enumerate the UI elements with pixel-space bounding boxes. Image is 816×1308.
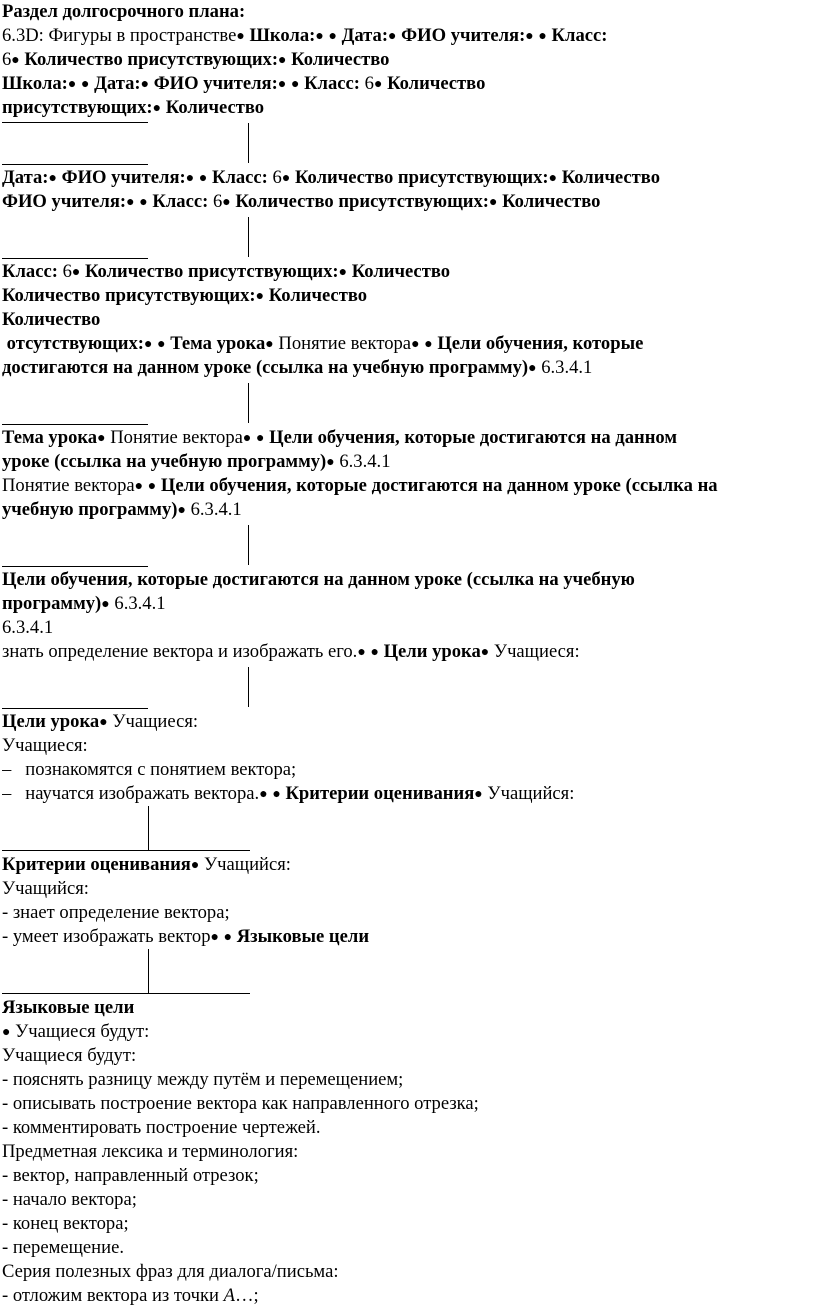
divider-line [148,806,149,850]
bullet-icon: ● [315,29,324,44]
bullet-icon: ● [185,171,195,186]
bullet-icon: ● [101,597,110,612]
divider-line [248,217,249,257]
label-class: Класс: [2,261,58,282]
label-topic: Тема урока [2,427,98,448]
phrase-prefix: - отложим вектора из точки [2,1285,224,1306]
label-section: Раздел долгосрочного плана: [2,1,246,22]
line-goals [2,450,814,474]
label-quantity: Количество [351,261,451,282]
bullet-icon: ● [99,715,108,730]
label-class: Класс: [211,167,268,188]
line-lesson-goals [2,710,814,734]
line-class-value [2,48,814,72]
label-goals-e: Цели обучения, которые [437,333,644,354]
line-goals [2,356,814,380]
list-item [2,1116,814,1140]
bullet-icon: ● [71,265,81,280]
list-item [2,1092,814,1116]
bullet-icon: ● [388,29,397,44]
label-present-a: Количество [387,73,486,94]
line-language-goals [2,996,814,1020]
line-goals [2,592,814,616]
label-topic: Тема урока [170,333,266,354]
label-goals-b: учебную программу) [2,499,178,520]
label-criteria: Критерии оценивания [285,783,475,804]
line-present [2,96,814,120]
students-will: Учащиеся будут: [2,1045,137,1066]
line-section-value [2,24,814,48]
value-class: 6 [272,167,282,188]
label-teacher: ФИО учителя: [153,73,278,94]
value-class: 6 [2,49,12,70]
label-quantity: Количество [2,309,101,330]
label-school: Школа: [2,73,68,94]
bullet-icon: ● [277,77,287,92]
bullet-icon: ● [134,479,144,494]
bullet-icon: ● [528,361,537,376]
table-divider [2,664,814,710]
bullet-icon: ● [373,77,383,92]
bullet-icon: ● [548,171,558,186]
bullet-icon: ● [67,77,77,92]
label-present-b: присутствующих: [2,97,153,118]
line-students-will [2,1020,814,1044]
label-lesson-goals: Цели урока [2,711,100,732]
label-language-goals: Языковые цели [236,926,370,947]
language-item: - комментировать построение чертежей. [2,1117,321,1138]
label-present: Количество присутствующих: [2,285,256,306]
label-goals-l1: Цели обучения, которые достигаются на данном [269,427,678,448]
list-item [2,782,814,806]
bullet-icon: ● [259,787,268,802]
line-student [2,877,814,901]
divider-line [2,566,148,567]
label-present: Количество присутствующих: [294,167,549,188]
line-criteria [2,853,814,877]
line-teacher [2,190,814,214]
bullet-icon: ● [11,53,20,68]
table-divider [2,380,814,426]
bullet-icon: ● [48,171,57,186]
bullet-icon: ● [265,337,274,352]
label-criteria: Критерии оценивания [2,854,191,875]
label-present: Количество присутствующих: [24,49,279,70]
divider-line [248,123,249,163]
label-quantity: Количество [165,97,265,118]
divider-line [2,850,250,851]
line-topic [2,426,814,450]
label-lesson-goals: Цели урока [383,641,481,662]
value-class: 6 [212,191,223,212]
divider-line [248,667,249,707]
bullet-icon: ● [157,337,166,352]
list-item [2,1164,814,1188]
label-absent: отсутствующих: [6,333,144,354]
bullet-icon: ● [80,77,90,92]
label-date: Дата: [2,167,49,188]
bullet-icon: ● [2,1025,11,1040]
bullet-icon: ● [152,101,162,116]
line-school [2,72,814,96]
divider-line [2,122,148,123]
bullet-icon: ● [357,645,366,660]
language-item: - пояснять разницу между путём и перемещением; [2,1069,404,1090]
list-item [2,901,814,925]
list-item [2,925,814,949]
table-divider [2,806,814,853]
lesson-goal-item: – научатся изображать вектора. [2,783,260,804]
line-phrases-title [2,1260,814,1284]
label-date: Дата: [94,73,141,94]
bullet-icon: ● [140,77,150,92]
value-students: Учащиеся: [112,711,199,732]
label-date: Дата: [341,25,389,46]
label-teacher: ФИО учителя: [401,25,526,46]
vocab-item: - начало вектора; [2,1189,137,1210]
lesson-goal-item: – познакомятся с понятием вектора; [2,759,297,780]
bullet-icon: ● [525,29,534,44]
criteria-item: - умеет изображать вектор [2,926,211,947]
value-objective-code: 6.3.4.1 [114,593,166,614]
line-absent [2,332,814,356]
line-students [2,734,814,758]
bullet-icon: ● [338,265,348,280]
label-goals-c: Цели обучения, которые достигаются на данном уроке (ссылка на учебную [2,569,635,590]
bullet-icon: ● [272,787,281,802]
divider-line [2,708,148,709]
line-date [2,166,814,190]
bullet-icon: ● [143,337,153,352]
bullet-icon: ● [139,195,148,210]
vocab-title: Предметная лексика и терминология: [2,1141,299,1162]
bullet-icon: ● [242,431,252,446]
label-goals-f: достигаются на данном уроке (ссылка на учебную программу) [2,357,529,378]
value-students: Учащиеся: [493,641,580,662]
divider-line [2,258,148,259]
label-quantity: Количество [268,285,368,306]
divider-line [2,993,250,994]
bullet-icon: ● [126,195,135,210]
bullet-icon: ● [256,431,265,446]
bullet-icon: ● [97,431,106,446]
line-class [2,260,814,284]
table-divider [2,120,814,166]
bullet-icon: ● [538,29,547,44]
line-vocab-title [2,1140,814,1164]
value-objective-code: 6.3.4.1 [190,499,242,520]
value-objective-text: знать определение вектора и изображать его. [2,641,358,662]
bullet-icon: ● [328,29,337,44]
table-divider [2,522,814,568]
value-objective-code: 6.3.4.1 [339,451,391,472]
line-objective-text [2,640,814,664]
line-present [2,284,814,308]
label-quantity: Количество [561,167,661,188]
label-teacher: ФИО учителя: [61,167,186,188]
label-class: Класс: [152,191,209,212]
bullet-icon: ● [281,171,291,186]
label-language-goals: Языковые цели [2,997,135,1018]
table-divider [2,949,814,996]
divider-line [148,949,149,993]
value-section: 6.3D: Фигуры в пространстве [2,25,237,46]
vocab-item: - перемещение. [2,1237,124,1258]
vocab-item: - вектор, направленный отрезок; [2,1165,259,1186]
bullet-icon: ● [198,171,208,186]
label-present: Количество присутствующих: [85,261,339,282]
label-school: Школа: [249,25,316,46]
bullet-icon: ● [255,289,265,304]
divider-line [2,424,148,425]
bullet-icon: ● [147,479,157,494]
bullet-icon: ● [210,930,219,945]
bullet-icon: ● [370,645,379,660]
line-goals [2,568,814,592]
bullet-icon: ● [190,858,200,873]
value-topic: Понятие вектора [2,475,135,496]
label-goals-l2: уроке (ссылка на учебную программу) [2,451,327,472]
phrase-suffix: …; [234,1285,259,1306]
value-students: Учащиеся: [2,735,88,756]
value-objective-code: 6.3.4.1 [541,357,593,378]
bullet-icon: ● [278,53,287,68]
value-student: Учащийся: [487,783,575,804]
label-class: Класс: [551,25,608,46]
label-quantity: Количество [502,191,601,212]
label-class: Класс: [304,73,360,94]
value-class: 6 [364,73,374,94]
bullet-icon: ● [424,337,433,352]
divider-line [248,383,249,423]
list-item [2,1068,814,1092]
value-student: Учащийся: [2,878,89,899]
list-item [2,758,814,782]
bullet-icon: ● [290,77,300,92]
vocab-item: - конец вектора; [2,1213,129,1234]
bullet-icon: ● [488,195,498,210]
students-will: Учащиеся будут: [15,1021,150,1042]
list-item [2,1284,814,1308]
list-item [2,1236,814,1260]
bullet-icon: ● [222,195,231,210]
bullet-icon: ● [326,455,335,470]
phrases-title: Серия полезных фраз для диалога/письма: [2,1261,339,1282]
list-item [2,1212,814,1236]
bullet-icon: ● [474,787,483,802]
value-objective-code: 6.3.4.1 [2,617,54,638]
line-section-title [2,0,814,24]
bullet-icon: ● [236,29,245,44]
list-item [2,1188,814,1212]
line-goals [2,498,814,522]
label-goals-a: Цели обучения, которые достигаются на данном уроке (ссылка на [160,475,718,496]
lesson-plan-document [2,0,814,1308]
label-goals-d: программу) [2,593,102,614]
line-objective-code [2,616,814,640]
line-topic-value [2,474,814,498]
line-quantity [2,308,814,332]
criteria-item: - знает определение вектора; [2,902,230,923]
divider-line [2,164,148,165]
bullet-icon: ● [177,503,186,518]
value-class: 6 [62,261,72,282]
value-student: Учащийся: [203,854,291,875]
value-topic: Понятие вектора [110,427,243,448]
bullet-icon: ● [480,645,490,660]
label-quantity: Количество [291,49,390,70]
line-students-will [2,1044,814,1068]
bullet-icon: ● [411,337,420,352]
divider-line [248,525,249,565]
label-present: Количество присутствующих: [235,191,489,212]
label-teacher: ФИО учителя: [2,191,127,212]
value-topic: Понятие вектора [278,333,412,354]
phrase-variable: A [223,1285,235,1306]
language-item: - описывать построение вектора как направленного отрезка; [2,1093,479,1114]
table-divider [2,214,814,260]
bullet-icon: ● [223,930,233,945]
